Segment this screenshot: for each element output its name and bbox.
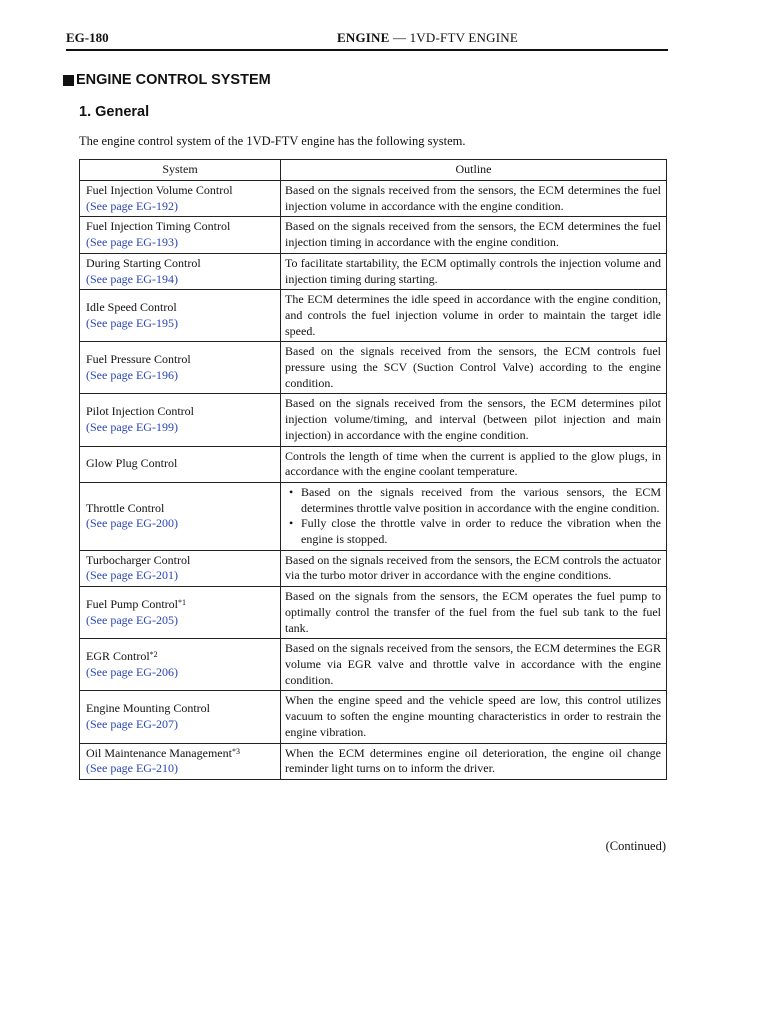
table-row — [80, 290, 667, 342]
system-name: Idle Speed Control — [86, 300, 177, 315]
outline-list-item: • Fully close the throttle valve in order to reduce the vibration when the engine is stopped. — [301, 516, 661, 547]
outline-text: When the ECM determines engine oil deterioration, the engine oil change reminder light turns on to inform the driver. — [285, 745, 661, 776]
outline-text: Based on the signals received from the sensors, the ECM determines pilot injection volume/timing, and interval (between pilot injection and main injection) in accordance with the engine condition. — [285, 396, 661, 442]
outline-cell — [281, 482, 667, 550]
continued-note: (Continued) — [605, 839, 666, 853]
table-row — [80, 342, 667, 394]
outline-text: Based on the signals received from the sensors, the ECM controls fuel pressure using the SCV (Suction Control Valve) according to the engine condition. — [285, 344, 661, 390]
outline-list — [285, 485, 661, 548]
page-reference-link[interactable]: (See page EG-200) — [86, 516, 178, 531]
table-row — [80, 639, 667, 691]
table-row — [80, 743, 667, 779]
system-name: During Starting Control — [86, 255, 201, 270]
system-cell — [80, 342, 281, 394]
table-header-row — [80, 160, 667, 181]
square-bullet-icon — [63, 75, 74, 86]
outline-cell — [281, 290, 667, 342]
table-row — [80, 181, 667, 217]
system-name: Turbocharger Control — [86, 552, 191, 567]
page-reference-link[interactable]: (See page EG-195) — [86, 315, 178, 330]
system-name: Fuel Pump Control — [86, 597, 179, 612]
outline-cell — [281, 446, 667, 482]
page-reference-link[interactable]: (See page EG-194) — [86, 271, 178, 286]
page-reference-link[interactable]: (See page EG-196) — [86, 367, 178, 382]
system-cell — [80, 743, 281, 779]
system-cell — [80, 691, 281, 743]
footnote-marker: *3 — [231, 746, 240, 756]
outline-text: When the engine speed and the vehicle speed are low, this control utilizes vacuum to soften the engine mounting characteristics in order to restrain the engine vibration. — [285, 693, 661, 739]
outline-text: Based on the signals received from the sensors, the ECM determines the fuel injection volume in accordance with the engine condition. — [285, 183, 661, 213]
page-reference-link[interactable]: (See page EG-205) — [86, 612, 178, 627]
table-row — [80, 550, 667, 586]
table-body — [80, 181, 667, 780]
table-row — [80, 482, 667, 550]
system-name: Throttle Control — [86, 500, 165, 515]
section-title — [63, 72, 271, 88]
footnote-marker: *1 — [178, 598, 187, 608]
system-name: Pilot Injection Control — [86, 404, 194, 419]
table-row — [80, 691, 667, 743]
system-name: Glow Plug Control — [86, 456, 178, 471]
outline-text: To facilitate startability, the ECM optimally controls the injection volume and injection timing during starting. — [285, 255, 661, 286]
outline-cell — [281, 181, 667, 217]
page-reference-link[interactable]: (See page EG-207) — [86, 716, 178, 731]
system-cell — [80, 482, 281, 550]
page-header — [66, 30, 668, 48]
system-name: EGR Control — [86, 649, 150, 664]
system-cell — [80, 253, 281, 289]
page-number: EG-180 — [66, 30, 109, 45]
outline-cell — [281, 550, 667, 586]
system-cell — [80, 181, 281, 217]
running-section: ENGINE — [337, 30, 390, 45]
outline-cell — [281, 743, 667, 779]
outline-cell — [281, 691, 667, 743]
outline-text: Controls the length of time when the current is applied to the glow plugs, in accordance with the engine coolant temperature. — [285, 448, 661, 479]
outline-text: The ECM determines the idle speed in accordance with the engine condition, and controls the fuel injection volume in order to maintain the target idle speed. — [285, 292, 661, 338]
outline-cell — [281, 342, 667, 394]
page-reference-link[interactable]: (See page EG-201) — [86, 568, 178, 583]
outline-cell — [281, 217, 667, 253]
system-name: Fuel Injection Timing Control — [86, 219, 231, 234]
column-header-outline: Outline — [281, 160, 667, 181]
system-cell — [80, 446, 281, 482]
system-cell — [80, 217, 281, 253]
outline-cell — [281, 253, 667, 289]
table-row — [80, 587, 667, 639]
table-row — [80, 253, 667, 289]
page-reference-link[interactable]: (See page EG-206) — [86, 664, 178, 679]
system-name: Oil Maintenance Management — [86, 745, 232, 760]
table-row — [80, 446, 667, 482]
column-header-system: System — [80, 160, 281, 181]
table-row — [80, 394, 667, 446]
system-cell — [80, 639, 281, 691]
outline-text: Based on the signals received from the sensors, the ECM determines the fuel injection timing in accordance with the engine condition. — [285, 219, 661, 250]
system-cell — [80, 394, 281, 446]
outline-text: Based on the signals received from the sensors, the ECM determines the EGR volume via EGR valve and throttle valve in accordance with the engine condition. — [285, 641, 661, 687]
running-separator: — — [389, 30, 410, 45]
system-name: Fuel Pressure Control — [86, 352, 191, 367]
running-engine: 1VD-FTV ENGINE — [409, 30, 518, 45]
outline-cell — [281, 639, 667, 691]
intro-text: The engine control system of the 1VD-FTV engine has the following system. — [79, 134, 466, 148]
table-row — [80, 217, 667, 253]
outline-cell — [281, 394, 667, 446]
system-table — [79, 159, 667, 780]
page-reference-link[interactable]: (See page EG-210) — [86, 761, 178, 776]
system-cell — [80, 290, 281, 342]
system-cell — [80, 587, 281, 639]
outline-text: Based on the signals from the sensors, the ECM operates the fuel pump to optimally control the transfer of the fuel from the fuel sub tank to the fuel tank. — [285, 589, 661, 635]
page-reference-link[interactable]: (See page EG-193) — [86, 235, 178, 250]
page-reference-link[interactable]: (See page EG-192) — [86, 198, 178, 213]
system-name: Engine Mounting Control — [86, 701, 210, 716]
page-reference-link[interactable]: (See page EG-199) — [86, 419, 178, 434]
system-cell — [80, 550, 281, 586]
header-rule — [66, 49, 668, 51]
outline-list-item: • Based on the signals received from the various sensors, the ECM determines throttle valve position in accordance with the engine condition. — [301, 485, 661, 516]
subsection-title: 1. General — [79, 104, 150, 120]
outline-cell — [281, 587, 667, 639]
outline-text: Based on the signals received from the sensors, the ECM controls the actuator via the turbo motor driver in accordance with the engine conditions. — [285, 552, 661, 583]
section-title-text: ENGINE CONTROL SYSTEM — [76, 72, 271, 88]
running-title — [337, 30, 518, 46]
system-name: Fuel Injection Volume Control — [86, 183, 233, 197]
footnote-marker: *2 — [149, 650, 158, 660]
